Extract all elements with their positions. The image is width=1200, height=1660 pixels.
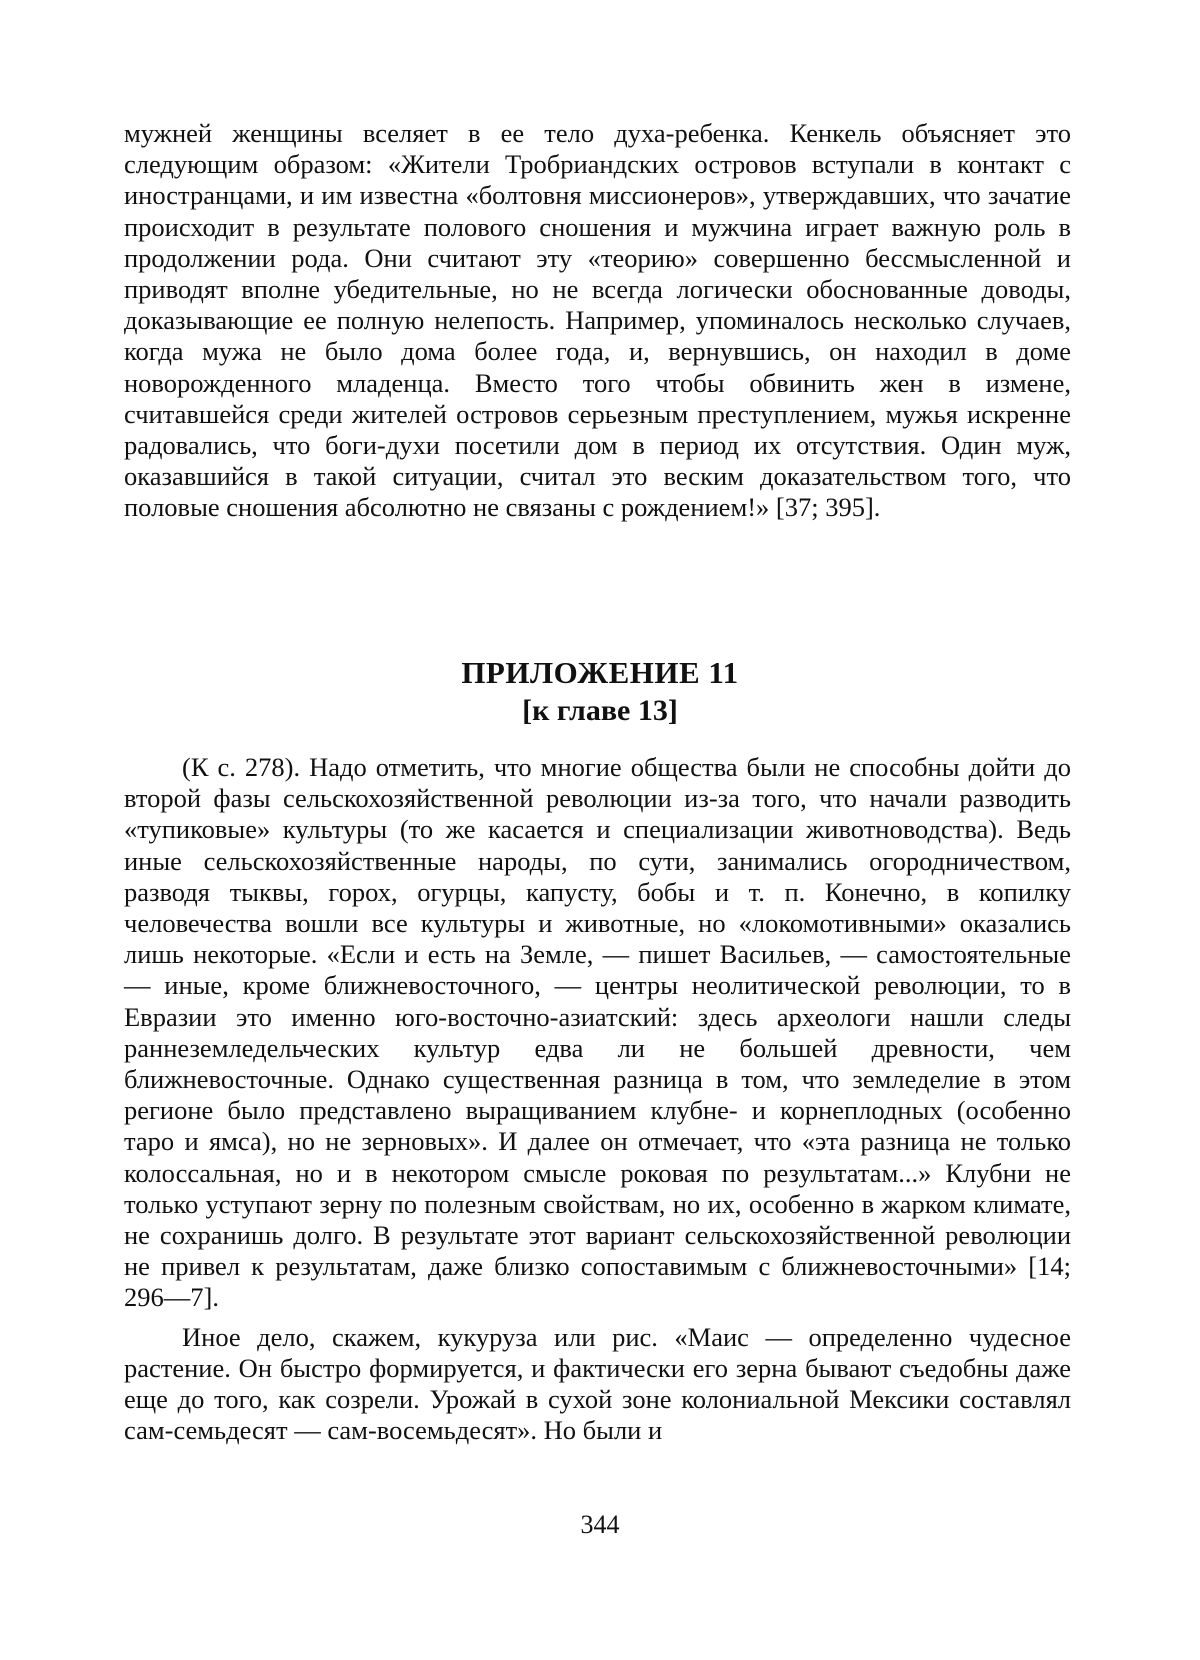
appendix-body [124, 752, 1071, 1446]
appendix-paragraph-1: (К с. 278). Надо отметить, что многие общества были не способны дойти до второй фазы сельскохозяйственной революции из-за того, что начали разводить «тупиковые» культуры (то же касается и специализации животноводства). Ведь иные сельскохозяйственные народы, по сути, занимались огородничеством, разводя тыквы, горох, огурцы, капусту, бобы и т. п. Конечно, в копилку человечества вошли все культуры и животные, но «локомотивными» оказались лишь некоторые. «Если и есть на Земле, — пишет Васильев, — самостоятельные — иные, кроме ближневосточного, — центры неолитической революции, то в Евразии это именно юго-восточно-азиатский: здесь археологи нашли следы раннеземледельческих культур едва ли не большей древности, чем ближневосточные. Однако существенная разница в том, что земледелие в этом регионе было представлено выращиванием клубне- и корнеплодных (особенно таро и ямса), но не зерновых». И далее он отмечает, что «эта разница не только колоссальная, но и в некотором смысле роковая по результатам...» Клубни не только уступают зерну по полезным свойствам, но их, особенно в жарком климате, не сохранишь долго. В результате этот вариант сельскохозяйственной революции не привел к результатам, даже близко сопоставимым с ближневосточными» [14; 296—7]. [124, 752, 1071, 1313]
appendix-title: ПРИЛОЖЕНИЕ 11 [461, 655, 739, 690]
continuation-paragraph: мужней женщины вселяет в ее тело духа-ребенка. Кенкель объясняет это следующим образом: «Жители Тробриандских островов вступали в контакт с иностранцами, и им известна «болтовня миссионеров», утверждавших, что зачатие происходит в результате полового сношения и мужчина играет важную роль в продолжении рода. Они считают эту «теорию» совершенно бессмысленной и приводят вполне убедительные, но не всегда логически обоснованные доводы, доказывающие ее полную нелепость. Например, упоминалось несколько случаев, когда мужа не было дома более года, и, вернувшись, он находил в доме новорожденного младенца. Вместо того чтобы обвинить жен в измене, считавшейся среди жителей островов серьезным преступлением, мужья искренне радовались, что боги-духи посетили дом в период их отсутствия. Один муж, оказавшийся в такой ситуации, считал это веским доказательством того, что половые сношения абсолютно не связаны с рождением!» [37; 395]. [124, 118, 1071, 523]
page-number: 344 [580, 1510, 620, 1539]
appendix-paragraph-2: Иное дело, скажем, кукуруза или рис. «Маис — определенно чудесное растение. Он быстро формируется, и фактически его зерна бывают съедобны даже еще до того, как созрели. Урожай в сухой зоне колониальной Мексики составлял сам-семьдесят — сам-восемьдесят». Но были и [124, 1321, 1071, 1446]
continuation-text [124, 118, 1071, 524]
appendix-subtitle: [к главе 13] [522, 694, 678, 727]
